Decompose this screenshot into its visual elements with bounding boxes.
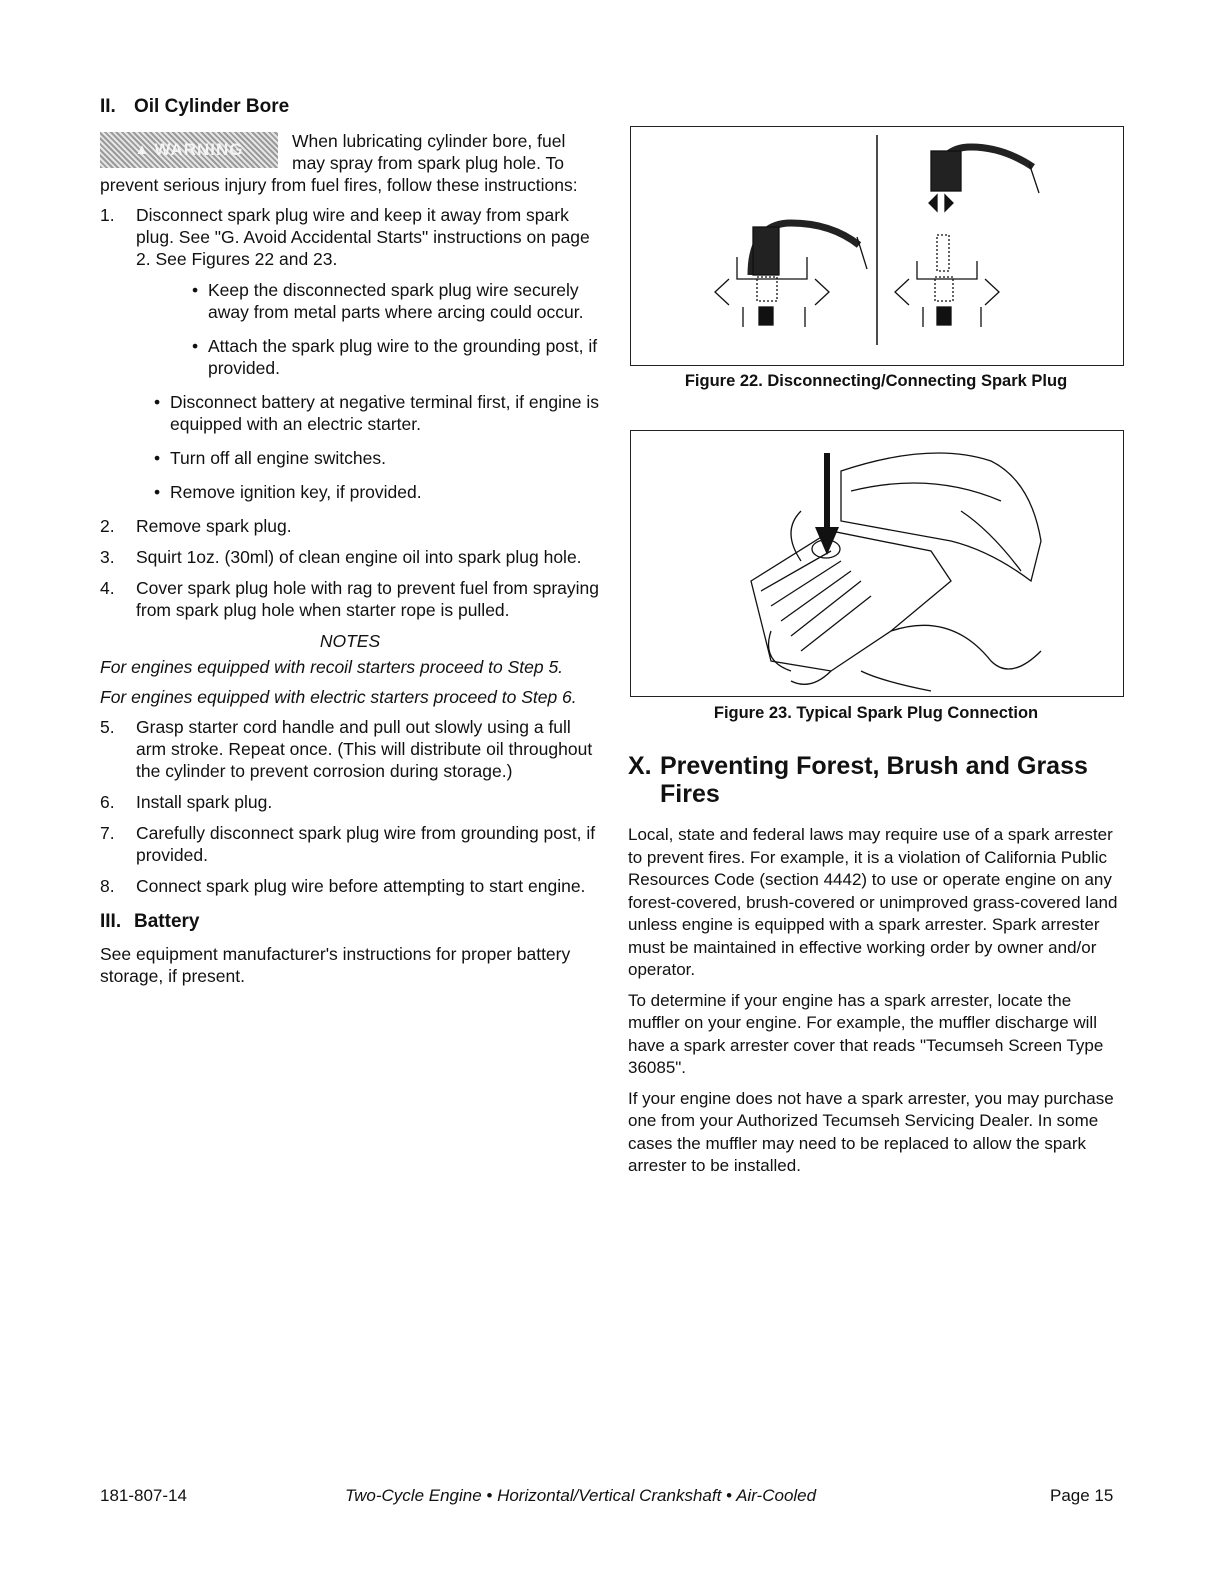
- step-text: Connect spark plug wire before attempting to start engine.: [136, 876, 586, 896]
- disconnected-plug-icon: [895, 147, 1039, 327]
- bullet-item: [190, 279, 600, 323]
- figure-22-caption: Figure 22. Disconnecting/Connecting Spark Plug: [684, 372, 1068, 390]
- figure-22: [630, 126, 1124, 366]
- warning-badge: [100, 132, 278, 168]
- bullet-text: Remove ignition key, if provided.: [170, 482, 422, 502]
- step-number: 7.: [100, 823, 115, 843]
- warning-triangle-icon: ▲: [134, 141, 151, 158]
- bullet-icon: •: [192, 336, 199, 356]
- step-text: Carefully disconnect spark plug wire from grounding post, if provided.: [136, 823, 596, 865]
- step-text: Grasp starter cord handle and pull out slowly using a full arm stroke. Repeat once. (This will distribute oil throughout the cylinder to prevent corrosion during storage.): [136, 717, 593, 781]
- step-number: 3.: [100, 547, 115, 567]
- section-number: II.: [100, 96, 116, 117]
- step-number: 5.: [100, 717, 115, 737]
- step-number: 4.: [100, 578, 115, 598]
- spark-plug-diagram: [631, 127, 1123, 365]
- paragraph: Local, state and federal laws may require use of a spark arrester to prevent fires. For example, it is a violation of California Public Resources Code (section 4442) to use or operate engine on any forest-covered, brush-covered or unimproved grass-covered land unless engine is equipped with a spark arrester. Spark arrester must be maintained in effective working order by owner and/or operator.: [628, 825, 1118, 979]
- step-item: [100, 716, 600, 782]
- warning-block: [100, 130, 600, 196]
- sub-bullet-list: [190, 279, 600, 379]
- battery-text: See equipment manufacturer's instructions for proper battery storage, if present.: [100, 944, 571, 986]
- step-item: [100, 577, 600, 621]
- step-text: Cover spark plug hole with rag to prevent fuel from spraying from spark plug hole when starter rope is pulled.: [136, 578, 600, 620]
- bullet-text: Attach the spark plug wire to the grounding post, if provided.: [208, 336, 598, 378]
- bullet-text: Keep the disconnected spark plug wire securely away from metal parts where arcing could occur.: [208, 280, 584, 322]
- bullet-item: [190, 335, 600, 379]
- figure-23-caption: Figure 23. Typical Spark Plug Connection: [713, 704, 1039, 722]
- step-item: [100, 791, 600, 813]
- footer-title: Two-Cycle Engine • Horizontal/Vertical Crankshaft • Air-Cooled: [345, 1486, 817, 1505]
- bullet-icon: •: [154, 448, 161, 468]
- bullet-icon: •: [154, 392, 161, 412]
- section-number: X.: [628, 752, 652, 780]
- engine-illustration: [751, 453, 1041, 691]
- section-number: III.: [100, 911, 122, 932]
- step-item: [100, 822, 600, 866]
- right-column: [628, 752, 1122, 1186]
- paragraph: If your engine does not have a spark arrester, you may purchase one from your Authorized Tecumseh Servicing Dealer. In some cases the muffler may need to be replaced to allow the spark arrester to be installed.: [628, 1088, 1114, 1175]
- step-text: Squirt 1oz. (30ml) of clean engine oil into spark plug hole.: [136, 547, 582, 567]
- section-title: Oil Cylinder Bore: [134, 96, 290, 117]
- paragraph: To determine if your engine has a spark arrester, locate the muffler on your engine. For example, the muffler discharge will have a spark arrester cover that reads "Tecumseh Screen Type 36085".: [628, 990, 1104, 1077]
- oil-section-heading: [100, 96, 600, 118]
- bullet-icon: •: [154, 482, 161, 502]
- oil-steps: [100, 204, 600, 897]
- engine-diagram: [631, 431, 1123, 696]
- step-number: 8.: [100, 876, 115, 896]
- battery-heading: [100, 911, 600, 933]
- bullet-item: [152, 481, 600, 503]
- figure-23: [630, 430, 1124, 697]
- step-text: Remove spark plug.: [136, 516, 292, 536]
- left-column: [100, 96, 600, 995]
- step-item: [100, 875, 600, 897]
- warning-text: When lubricating cylinder bore, fuel may spray from spark plug hole. To prevent serious injury from fuel fires, follow these instructions:: [100, 131, 578, 195]
- step-number: 2.: [100, 516, 115, 536]
- note-text: For engines equipped with electric starters proceed to Step 6.: [100, 687, 577, 707]
- bullet-icon: •: [192, 280, 199, 300]
- bullet-item: [152, 391, 600, 435]
- step-item: [100, 204, 600, 270]
- note-text: For engines equipped with recoil starters proceed to Step 5.: [100, 657, 564, 677]
- bullet-item: [152, 447, 600, 469]
- bullet-text: Turn off all engine switches.: [170, 448, 386, 468]
- section-x-heading: [628, 752, 1122, 808]
- step-number: 6.: [100, 792, 115, 812]
- notes-heading: NOTES: [319, 631, 381, 651]
- footer-doc-number: 181-807-14: [100, 1486, 187, 1505]
- connected-plug-icon: [715, 223, 867, 327]
- step-text: Disconnect spark plug wire and keep it away from spark plug. See "G. Avoid Accidental Starts" instructions on page 2. See Figures 22 and 23.: [136, 205, 590, 269]
- warning-label: WARNING: [154, 140, 244, 159]
- step-item: [100, 515, 600, 537]
- section-title: Battery: [134, 911, 200, 932]
- step-text: Install spark plug.: [136, 792, 273, 812]
- section-title-continued: Fires: [660, 780, 720, 808]
- section-title: Preventing Forest, Brush and Grass: [660, 752, 1088, 780]
- bullet-list: [152, 391, 600, 503]
- step-item: [100, 546, 600, 568]
- step-number: 1.: [100, 205, 115, 225]
- bullet-text: Disconnect battery at negative terminal first, if engine is equipped with an electric starter.: [170, 392, 599, 434]
- footer-page-number: Page 15: [1050, 1486, 1114, 1505]
